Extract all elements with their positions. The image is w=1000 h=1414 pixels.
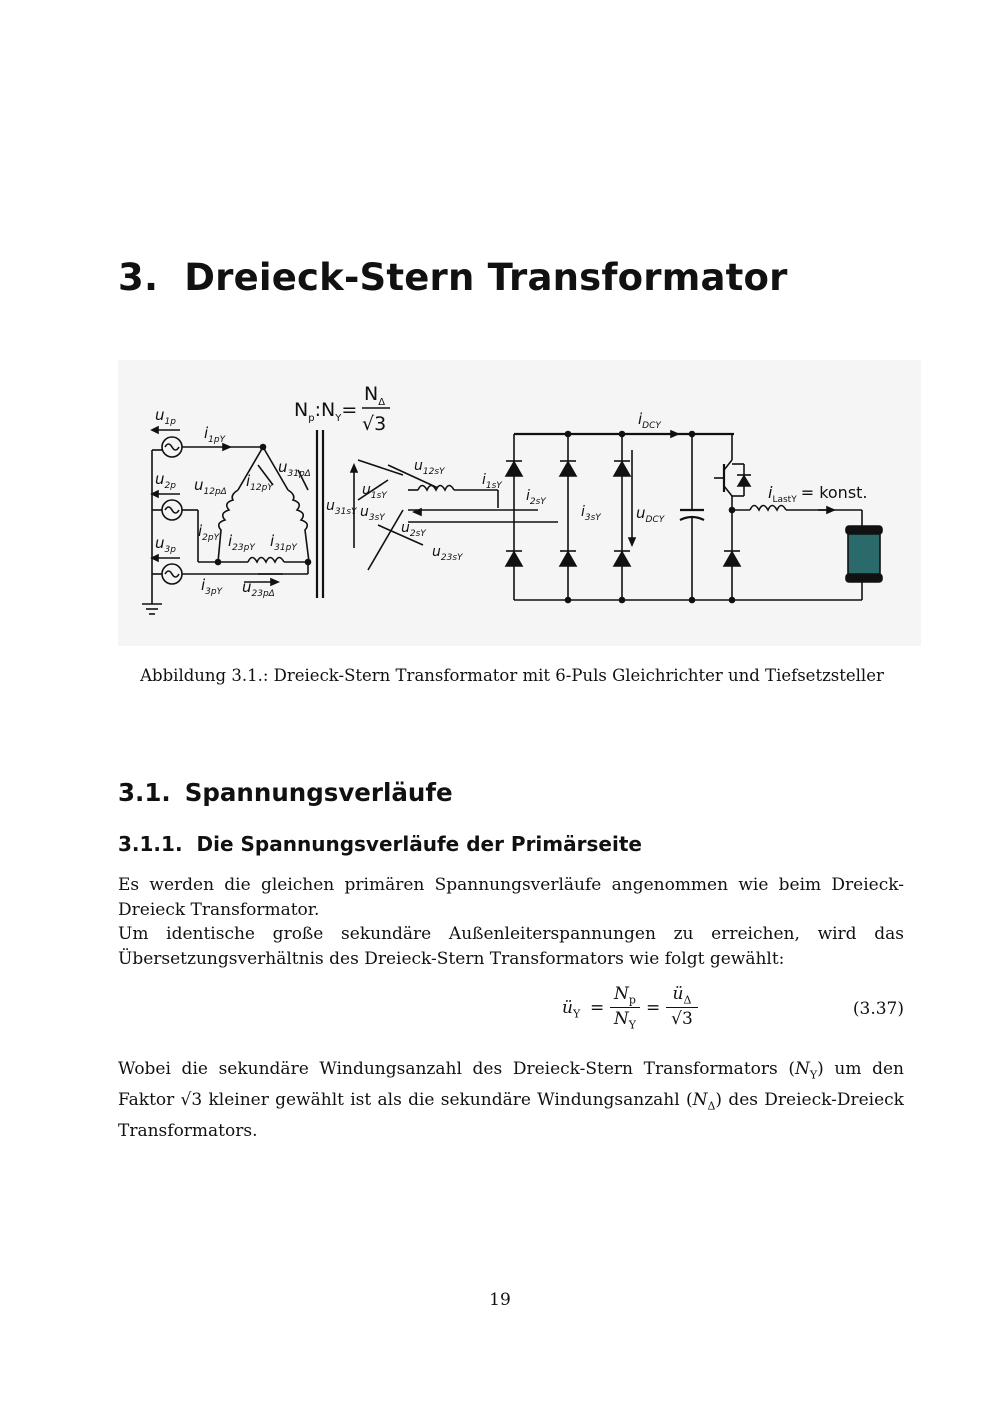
- svg-text:u3sY: $u_{3sY}$: [360, 504, 385, 523]
- svg-text:u12sY: $u_{12sY}$: [414, 458, 445, 477]
- figure-caption: Abbildung 3.1.: Dreieck-Stern Transformator mit 6-Puls Gleichrichter und Tiefsetzsteller: [140, 666, 884, 685]
- diode-4: [506, 552, 522, 566]
- diode-3: [560, 462, 576, 476]
- diode-6: [560, 552, 576, 566]
- paragraph: Es werden die gleichen primären Spannungsverläufe angenommen wie beim Dreieck-Dreieck Transformator.: [118, 875, 904, 920]
- svg-text:u31pΔ: $u_{31p\Delta}$: [278, 458, 311, 479]
- equation-3-37: [118, 984, 904, 1040]
- section-title: [118, 778, 453, 807]
- svg-text:i23pY: $i_{23pY}$: [228, 532, 255, 553]
- svg-text:uDCY: $u_{DCY}$: [636, 504, 665, 525]
- svg-text:u31sY: $u_{31sY}$: [326, 498, 357, 517]
- svg-text:i31pY: $i_{31pY}$: [270, 532, 297, 553]
- page-number: 19: [489, 1290, 511, 1310]
- subsection-title-text: Die Spannungsverläufe der Primärseite: [196, 832, 642, 856]
- subsection-title: [118, 832, 642, 856]
- chapter-title-text: Dreieck-Stern Transformator: [184, 256, 788, 299]
- svg-text:u23sY: $u_{23sY}$: [432, 544, 463, 563]
- ratio-label: $N_p:N_Y=$: [294, 399, 358, 424]
- svg-text:i2pY: $i_{2pY}$: [198, 522, 220, 543]
- svg-text:i2sY: $i_{2sY}$: [526, 488, 546, 507]
- load-coil: [848, 528, 880, 580]
- svg-text:i1sY: $i_{1sY}$: [482, 472, 502, 491]
- svg-text:iLastY= konst.: $i_{LastY}$ = konst.: [768, 483, 868, 505]
- paragraph: Wobei die sekundäre Windungsanzahl des Dreieck-Stern Transformators $(N_Y)$ um den Faktor √3 kleiner gewählt ist als die sekundäre Windungsanzahl $(N_\Delta)$ des Dreieck-Dreieck Transformators.: [118, 1059, 904, 1141]
- svg-text:u1p: $u_{1p}$: [155, 406, 176, 427]
- svg-text:u1sY: $u_{1sY}$: [362, 482, 387, 501]
- svg-text:iDCY: $i_{DCY}$: [638, 410, 661, 431]
- load-inductor: [750, 506, 786, 511]
- star-winding-1: [358, 460, 403, 475]
- svg-text:u2p: $u_{2p}$: [155, 470, 176, 491]
- subsection-number: 3.1.1.: [118, 832, 183, 856]
- equation-body: $ü_Y$ = $N_p$ $N_Y$ = $ü_\Delta$ √3: [562, 984, 702, 1040]
- freewheeling-diode: [724, 552, 740, 566]
- circuit-figure: [118, 360, 921, 646]
- fraction-ud-sqrt3: $ü_\Delta$ √3: [666, 984, 698, 1029]
- svg-text:u3p: $u_{3p}$: [155, 534, 176, 555]
- diode-1: [506, 462, 522, 476]
- circuit-diagram: [118, 360, 921, 646]
- svg-text:i3sY: $i_{3sY}$: [581, 504, 601, 523]
- paragraph: Um identische große sekundäre Außenleiterspannungen zu erreichen, wird das Übersetzungsverhältnis des Dreieck-Stern Transformators wie folgt gewählt:: [118, 924, 904, 969]
- section-number: 3.1.: [118, 778, 171, 807]
- section-title-text: Spannungsverläufe: [184, 778, 453, 807]
- svg-text:i3pY: $i_{3pY}$: [201, 576, 223, 597]
- diode-2: [614, 552, 630, 566]
- diode-5: [614, 462, 630, 476]
- svg-text:i1pY: $i_{1pY}$: [204, 424, 226, 445]
- svg-text:u12pΔ: $u_{12p\Delta}$: [194, 476, 227, 497]
- chapter-title: [118, 256, 788, 299]
- fraction-np-ny: $N_p$ $N_Y$: [610, 984, 640, 1032]
- svg-text:i12pY: $i_{12pY}$: [246, 472, 273, 493]
- svg-text:√3: √3: [362, 413, 387, 435]
- equation-number: (3.37): [852, 999, 904, 1019]
- svg-text:NΔ: $N_\Delta$: [364, 383, 386, 408]
- chapter-number: 3.: [118, 256, 159, 299]
- svg-text:u2sY: $u_{2sY}$: [401, 520, 426, 539]
- svg-text:u23pΔ: $u_{23p\Delta}$: [242, 578, 275, 599]
